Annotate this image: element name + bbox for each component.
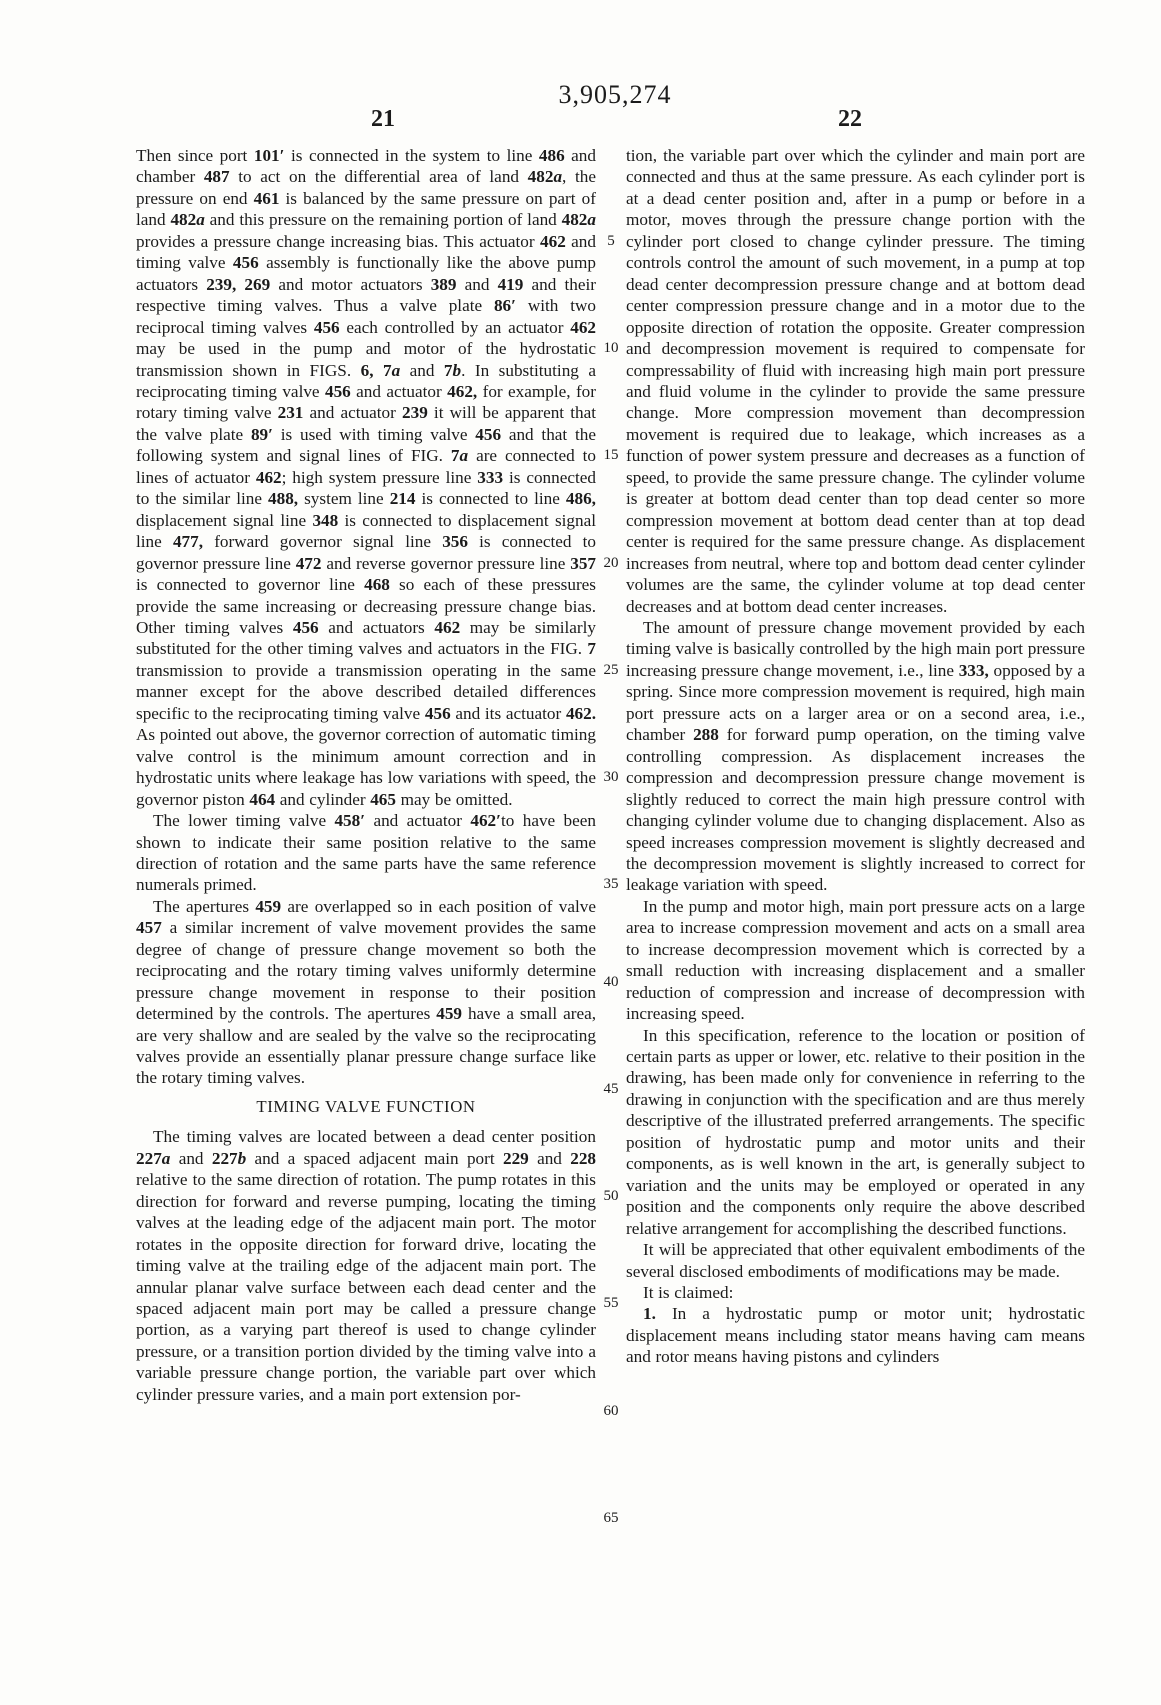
line-number-gutter xyxy=(596,145,626,1526)
paragraph: The amount of pressure change movement provided by each timing valve is basically controlled by the high main port pressure increasing pressure change movement, i.e., line 333, opposed by a spring. Since more compression movement is required, high main port pressure acts on a larger area or on a second area, i.e., chamber 288 for forward pump operation, on the timing valve controlling compression. As displacement increases the compression and decompression pressure change movement is slightly reduced to correct the main high pressure control with changing cylinder volume due to changing displacement. Also as speed increases compression movement is slightly decreased and the decompression movement is slightly increased to correct for leakage variation with speed. xyxy=(626,617,1085,895)
paragraph: 1. In a hydrostatic pump or motor unit; hydrostatic displacement means including stator means having cam means and rotor means having pistons and cylinders xyxy=(626,1304,1085,1367)
paragraph: Then since port 101′ is connected in the system to line 486 and chamber 487 to act on the differential area of land 482a, the pressure on end 461 is balanced by the same pressure on part of land 482a and this pressure on the remaining portion of land 482a provides a pressure change increasing bias. This actuator 462 and timing valve 456 assembly is functionally like the above pump actuators 239, 269 and motor actuators 389 and 419 and their respective timing valves. Thus a valve plate 86′ with two reciprocal timing valves 456 each controlled by an actuator 462 may be used in the pump and motor of the hydrostatic transmission shown in FIGS. 6, 7a and 7b. In substituting a reciprocating timing valve 456 and actuator 462, for example, for rotary timing valve 231 and actuator 239 it will be apparent that the valve plate 89′ is used with timing valve 456 and that the following system and signal lines of FIG. 7a are connected to lines of actuator 462; high system pressure line 333 is connected to the similar line 488, system line 214 is connected to line 486, displacement signal line 348 is connected to displacement signal line 477, forward governor signal line 356 is connected to governor pressure line 472 and reverse governor pressure line 357 is connected to governor line 468 so each of these pressures provide the same increasing or decreasing pressure change bias. Other timing valves 456 and actuators 462 may be similarly substituted for the other timing valves and actuators in the FIG. 7 transmission to provide a transmission operating in the same manner except for the above described detailed differences specific to the reciprocating timing valve 456 and its actuator 462. As pointed out above, the governor correction of automatic timing valve control is the minimum amount correction and in hydrostatic units where leakage has low variations with speed, the governor piston 464 and cylinder 465 may be omitted. xyxy=(136,146,597,809)
paragraph: The apertures 459 are overlapped so in each position of valve 457 a similar increment of valve movement provides the same degree of change of pressure change movement so both the reciprocating and the rotary timing valves uniformly determine pressure change movement in response to their position determined by the controls. The apertures 459 have a small area, are very shallow and are sealed by the valve so the reciprocating valves provide an essentially planar pressure change surface like the rotary timing valves. xyxy=(136,896,597,1088)
line-number: 60 xyxy=(603,1402,619,1419)
line-number: 15 xyxy=(603,447,619,464)
line-number: 55 xyxy=(603,1295,619,1312)
text-block xyxy=(136,145,1085,1526)
patent-number: 3,905,274 xyxy=(558,80,672,109)
paragraph: It will be appreciated that other equivalent embodiments of the several disclosed embodiments of modifications may be made. xyxy=(626,1240,1085,1281)
line-number: 20 xyxy=(603,554,619,571)
line-number: 65 xyxy=(603,1509,619,1526)
line-number: 25 xyxy=(603,661,619,678)
line-number: 30 xyxy=(603,769,619,786)
paragraph: In this specification, reference to the location or position of certain parts as upper or lower, etc. relative to their position in the drawing, has been made only for convenience in referring to the drawing in conjunction with the specification and are thus merely descriptive of the illustrated preferred arrangements. The specific position of hydrostatic pump and motor units and their components, as is well known in the art, is generally subject to variation and the units may be employed or operated in any position and the components only require the above described relative arrangement for accomplishing the described functions. xyxy=(626,1025,1085,1238)
paragraph: In the pump and motor high, main port pressure acts on a large area to increase compression movement and acts on a small area to increase decompression movement which is corrected by a small reduction with increasing displacement and a smaller reduction of compression and increase of decompression with increasing speed. xyxy=(626,896,1085,1024)
paragraph: tion, the variable part over which the cylinder and main port are connected and thus at the same pressure. As each cylinder port is at a dead center position and, after in a pump or before in a motor, moves through the pressure change portion with the cylinder port closed to change cylinder pressure. The timing controls control the amount of such movement, in a pump at top dead center decompression pressure change and at bottom dead center compression pressure change and in a motor due to the opposite direction of rotation the opposite. Greater compression and decompression movement is required to compensate for compressability of fluid with increasing high main port pressure and fluid volume in the cylinder to provide the same pressure change. More compression movement than decompression movement is required due to leakage, which increases as a function of power system pressure and decreases as a function of speed, to provide the same pressure change. The cylinder volume is greater at bottom dead center than top dead center so more compression movement at bottom dead center than at top dead center is required for the same pressure change. As displacement increases from neutral, where top and bottom dead center cylinder volumes are the same, the cylinder volume at top dead center decreases and at bottom dead center increases. xyxy=(626,146,1085,616)
section-heading: TIMING VALVE FUNCTION xyxy=(256,1096,476,1116)
line-number: 50 xyxy=(603,1188,619,1205)
left-column xyxy=(136,145,596,1405)
column-number-left: 21 xyxy=(371,106,395,132)
paragraph: The lower timing valve 458′ and actuator 462′to have been shown to indicate their same position relative to the same direction of rotation and the same parts have the same reference numerals primed. xyxy=(136,811,596,895)
line-number: 10 xyxy=(603,340,619,357)
right-column xyxy=(626,145,1085,1405)
line-number: 40 xyxy=(603,973,619,990)
paragraph: The timing valves are located between a dead center position 227a and 227b and a spaced adjacent main port 229 and 228 relative to the same direction of rotation. The pump rotates in this direction for forward and reverse pumping, locating the timing valves at the leading edge of the adjacent main port. The motor rotates in the opposite direction for forward drive, locating the timing valve at the trailing edge of the adjacent main port. The annular planar valve surface between each dead center and the spaced adjacent main port may be called a pressure change portion, as a varying part thereof is used to change cylinder pressure, or a transition portion divided by the timing valve into a variable pressure change portion, the variable part over which cylinder pressure varies, and a main port extension por- xyxy=(136,1127,597,1404)
column-number-right: 22 xyxy=(838,106,862,132)
line-number: 45 xyxy=(603,1080,619,1097)
line-number: 5 xyxy=(607,232,615,249)
line-number: 35 xyxy=(603,876,619,893)
paragraph: It is claimed: xyxy=(643,1283,734,1303)
